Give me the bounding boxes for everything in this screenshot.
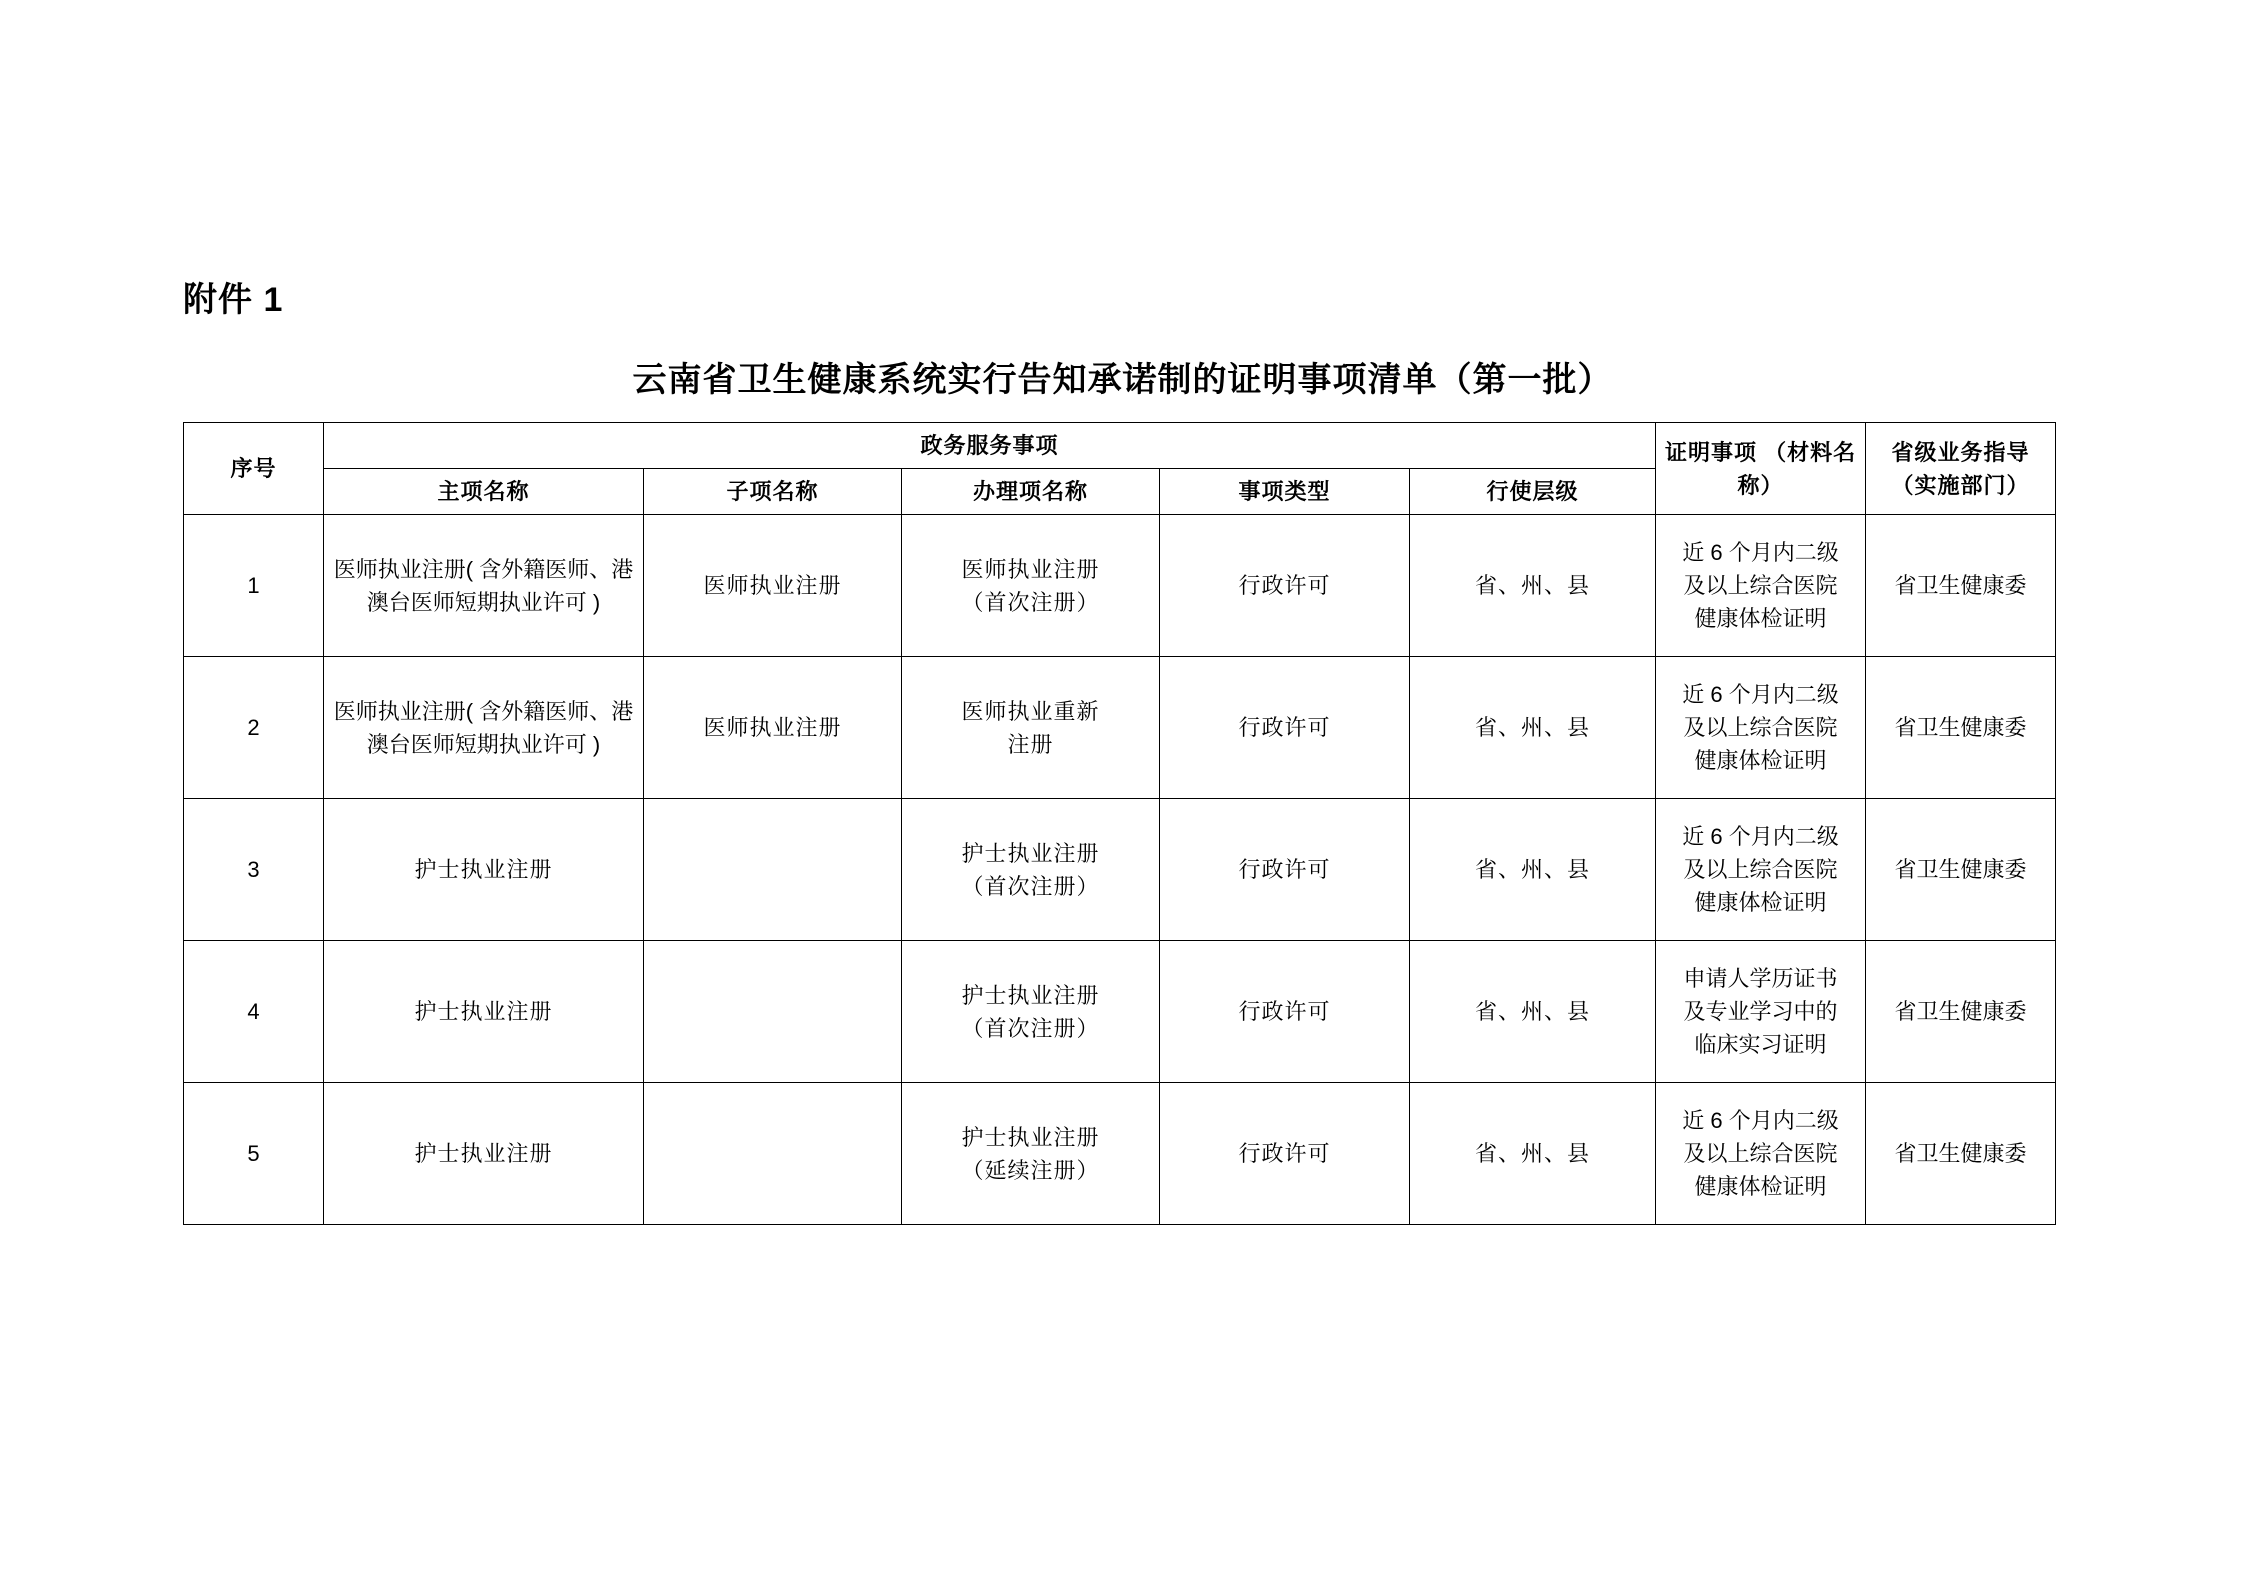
cell-guidance: 省卫生健康委	[1866, 799, 2056, 941]
cell-handle-item	[902, 515, 1160, 657]
cell-proof-line1: 近 6 个月内二级	[1682, 1108, 1839, 1133]
cell-sub-item: 医师执业注册	[644, 657, 902, 799]
column-header-seq: 序号	[184, 423, 324, 515]
cell-handle-item-line2: （首次注册）	[961, 1015, 1100, 1041]
cell-proof-line2: 及专业学习中的	[1683, 999, 1838, 1024]
column-header-proof-item-line1: 证明事项	[1664, 439, 1757, 465]
cell-handle-item-line1: 护士执业注册	[961, 840, 1100, 866]
cell-main-item: 医师执业注册( 含外籍医师、港澳台医师短期执业许可 )	[324, 657, 644, 799]
cell-item-type: 行政许可	[1160, 657, 1410, 799]
cell-proof-line3: 临床实习证明	[1694, 1032, 1827, 1057]
cell-proof-line1: 申请人学历证书	[1683, 966, 1838, 991]
column-header-sub-item: 子项名称	[644, 469, 902, 515]
cell-proof-line3: 健康体检证明	[1694, 606, 1827, 631]
cell-handle-item-line1: 医师执业注册	[961, 556, 1100, 582]
cell-main-item: 护士执业注册	[324, 941, 644, 1083]
cell-guidance: 省卫生健康委	[1866, 1083, 2056, 1225]
cell-exercise-level: 省、州、县	[1410, 657, 1656, 799]
cell-proof-line3: 健康体检证明	[1694, 748, 1827, 773]
cell-proof-line1: 近 6 个月内二级	[1682, 682, 1839, 707]
cell-proof	[1656, 941, 1866, 1083]
column-header-proof-item-line2: （材料名称）	[1737, 439, 1857, 498]
cell-item-type: 行政许可	[1160, 941, 1410, 1083]
table-row	[184, 657, 2056, 799]
cell-handle-item-line2: 注册	[1007, 731, 1054, 757]
cell-item-type: 行政许可	[1160, 1083, 1410, 1225]
cell-sub-item	[644, 1083, 902, 1225]
cell-proof	[1656, 799, 1866, 941]
cell-guidance: 省卫生健康委	[1866, 657, 2056, 799]
column-header-item-type: 事项类型	[1160, 469, 1410, 515]
cell-seq: 3	[184, 799, 324, 941]
cell-main-item: 护士执业注册	[324, 1083, 644, 1225]
cell-exercise-level: 省、州、县	[1410, 1083, 1656, 1225]
cell-handle-item	[902, 1083, 1160, 1225]
table-row	[184, 941, 2056, 1083]
cell-handle-item-line2: （首次注册）	[961, 873, 1100, 899]
column-header-handle-item: 办理项名称	[902, 469, 1160, 515]
attachment-label: 附件 1	[183, 281, 284, 319]
cell-proof-line2: 及以上综合医院	[1683, 573, 1838, 598]
cell-seq: 5	[184, 1083, 324, 1225]
table-row	[184, 515, 2056, 657]
cell-proof-line2: 及以上综合医院	[1683, 715, 1838, 740]
cell-sub-item: 医师执业注册	[644, 515, 902, 657]
cell-item-type: 行政许可	[1160, 799, 1410, 941]
cell-handle-item-line1: 护士执业注册	[961, 982, 1100, 1008]
cell-proof-line3: 健康体检证明	[1694, 890, 1827, 915]
table-header-row-top	[184, 423, 2056, 469]
cell-handle-item	[902, 657, 1160, 799]
cell-handle-item-line1: 护士执业注册	[961, 1124, 1100, 1150]
cell-sub-item	[644, 799, 902, 941]
cell-proof-line1: 近 6 个月内二级	[1682, 824, 1839, 849]
cell-proof-line2: 及以上综合医院	[1683, 1141, 1838, 1166]
column-header-group-service: 政务服务事项	[324, 423, 1656, 469]
column-header-proof-item	[1656, 423, 1866, 515]
table-row	[184, 1083, 2056, 1225]
cell-item-type: 行政许可	[1160, 515, 1410, 657]
cell-main-item: 医师执业注册( 含外籍医师、港澳台医师短期执业许可 )	[324, 515, 644, 657]
cell-proof	[1656, 515, 1866, 657]
cell-handle-item	[902, 799, 1160, 941]
cell-seq: 1	[184, 515, 324, 657]
cell-proof-line3: 健康体检证明	[1694, 1174, 1827, 1199]
cell-exercise-level: 省、州、县	[1410, 941, 1656, 1083]
cell-proof	[1656, 1083, 1866, 1225]
cell-seq: 4	[184, 941, 324, 1083]
cell-guidance: 省卫生健康委	[1866, 515, 2056, 657]
certification-list-table	[183, 422, 2056, 1225]
column-header-guidance-line2: （实施部门）	[1891, 472, 2030, 498]
cell-proof-line1: 近 6 个月内二级	[1682, 540, 1839, 565]
cell-exercise-level: 省、州、县	[1410, 515, 1656, 657]
cell-handle-item-line2: （延续注册）	[961, 1157, 1100, 1183]
cell-main-item: 护士执业注册	[324, 799, 644, 941]
cell-proof	[1656, 657, 1866, 799]
cell-exercise-level: 省、州、县	[1410, 799, 1656, 941]
column-header-main-item: 主项名称	[324, 469, 644, 515]
column-header-exercise-level: 行使层级	[1410, 469, 1656, 515]
cell-sub-item	[644, 941, 902, 1083]
certification-list-table-wrap	[183, 422, 2055, 1225]
column-header-guidance	[1866, 423, 2056, 515]
cell-guidance: 省卫生健康委	[1866, 941, 2056, 1083]
page-title: 云南省卫生健康系统实行告知承诺制的证明事项清单（第一批）	[632, 361, 1613, 399]
cell-proof-line2: 及以上综合医院	[1683, 857, 1838, 882]
table-row	[184, 799, 2056, 941]
cell-handle-item-line2: （首次注册）	[961, 589, 1100, 615]
cell-handle-item	[902, 941, 1160, 1083]
cell-seq: 2	[184, 657, 324, 799]
cell-handle-item-line1: 医师执业重新	[961, 698, 1100, 724]
column-header-guidance-line1: 省级业务指导	[1891, 439, 2030, 465]
